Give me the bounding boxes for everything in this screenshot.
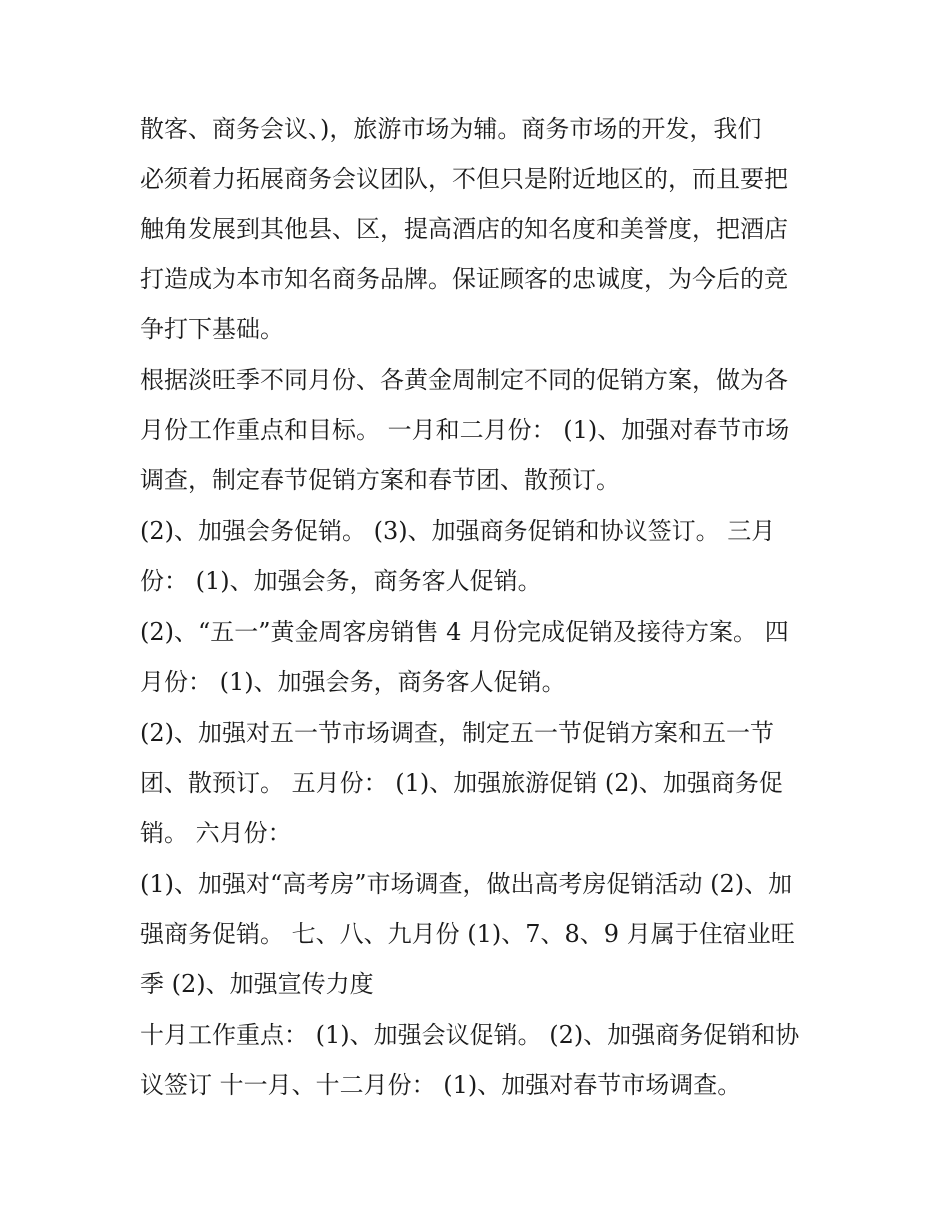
text-line: 打造成为本市知名商务品牌。保证顾客的忠诚度，为今后的竞 (140, 265, 788, 293)
paragraph-market-development (140, 104, 820, 354)
paragraph-may-june (140, 708, 820, 858)
text-line: 必须着力拓展商务会议团队，不但只是附近地区的，而且要把 (140, 165, 788, 193)
text-line: 月份工作重点和目标。 一月和二月份： (1)、加强对春节市场 (140, 416, 790, 444)
text-line: 散客、商务会议、)，旅游市场为辅。商务市场的开发，我们 (140, 115, 762, 143)
text-line: 十月工作重点： (1)、加强会议促销。 (2)、加强商务促销和协 (140, 1021, 800, 1049)
text-line: 月份： (1)、加强会务，商务客人促销。 (140, 668, 566, 696)
paragraph-summer (140, 859, 820, 1009)
text-line: 议签订 十一月、十二月份： (1)、加强对春节市场调查。 (140, 1071, 742, 1099)
text-line: (2)、“五一”黄金周客房销售 4 月份完成促销及接待方案。 四 (140, 618, 789, 646)
paragraph-october-december (140, 1010, 820, 1110)
text-line: (1)、加强对“高考房”市场调查，做出高考房促销活动 (2)、加 (140, 870, 793, 898)
text-line: 调查，制定春节促销方案和春节团、散预订。 (140, 466, 620, 494)
text-line: 季 (2)、加强宣传力度 (140, 970, 374, 998)
text-line: 团、散预订。 五月份： (1)、加强旅游促销 (2)、加强商务促 (140, 769, 783, 797)
text-line: 份： (1)、加强会务，商务客人促销。 (140, 567, 542, 595)
text-line: 触角发展到其他县、区，提高酒店的知名度和美誉度，把酒店 (140, 215, 788, 243)
text-line: 争打下基础。 (140, 315, 284, 343)
text-line: (2)、加强对五一节市场调查，制定五一节促销方案和五一节 (140, 719, 774, 747)
paragraph-may-day (140, 607, 820, 707)
paragraph-feb-march (140, 506, 820, 606)
paragraph-season-plan (140, 355, 820, 505)
text-line: 根据淡旺季不同月份、各黄金周制定不同的促销方案，做为各 (140, 366, 788, 394)
document-body (140, 104, 820, 1111)
text-line: 销。 六月份： (140, 819, 292, 847)
text-line: 强商务促销。 七、八、九月份 (1)、7、8、9 月属于住宿业旺 (140, 920, 795, 948)
text-line: (2)、加强会务促销。 (3)、加强商务促销和协议签订。 三月 (140, 517, 776, 545)
